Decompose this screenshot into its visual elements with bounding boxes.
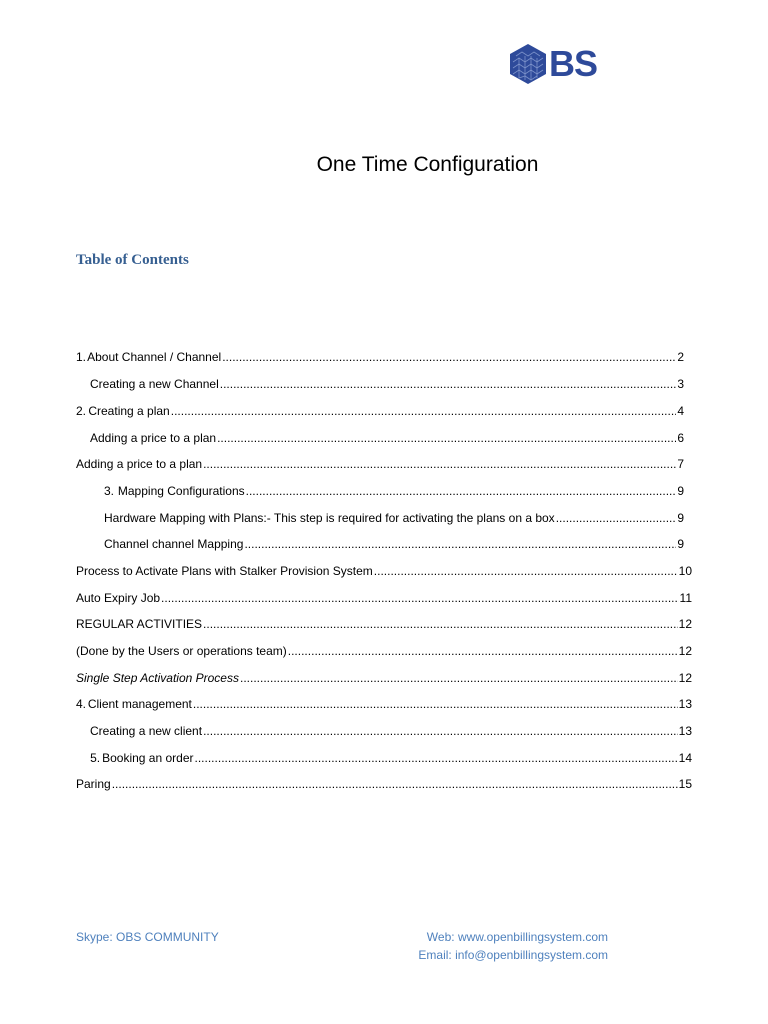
toc-entry-number: 1. — [76, 350, 87, 364]
toc-entry[interactable] — [90, 375, 684, 393]
toc-leader-dots — [556, 509, 677, 527]
toc-entry-label: About Channel / Channel — [87, 350, 222, 364]
toc-entry[interactable] — [104, 509, 684, 527]
email-link[interactable]: info@openbillingsystem.com — [455, 948, 608, 962]
toc-entry-label: Channel channel Mapping — [104, 537, 244, 551]
toc-entry-label: Adding a price to a plan — [90, 431, 217, 445]
toc-entry[interactable] — [104, 482, 684, 500]
skype-value: OBS COMMUNITY — [116, 930, 219, 944]
document-title: One Time Configuration — [316, 153, 539, 176]
toc-leader-dots — [220, 375, 677, 393]
toc-entry-page: 2 — [677, 350, 684, 364]
toc-entry-page: 12 — [678, 671, 692, 685]
toc-leader-dots — [246, 482, 677, 500]
toc-leader-dots — [203, 615, 678, 633]
toc-entry-page: 9 — [677, 537, 684, 551]
toc-entry[interactable] — [76, 642, 692, 660]
web-label: Web: — [426, 930, 455, 944]
toc-entry-label: Creating a new Channel — [90, 377, 219, 391]
toc-entry-page: 3 — [677, 377, 684, 391]
toc-leader-dots — [203, 722, 678, 740]
footer-skype — [76, 928, 219, 946]
toc-entry-label: Process to Activate Plans with Stalker Provision System — [76, 564, 373, 578]
toc-leader-dots — [195, 749, 678, 767]
toc-entry-page: 14 — [678, 751, 692, 765]
toc-entry-label: (Done by the Users or operations team) — [76, 644, 287, 658]
hexagon-logo-icon — [508, 42, 548, 86]
toc-entry[interactable] — [76, 775, 692, 793]
toc-entry[interactable] — [76, 695, 692, 713]
toc-entry-label: REGULAR ACTIVITIES — [76, 617, 203, 631]
toc-leader-dots — [171, 402, 677, 420]
toc-entry-page: 13 — [678, 724, 692, 738]
toc-leader-dots — [240, 669, 678, 687]
toc-entry-number: 3. — [104, 484, 115, 498]
toc-entry-page: 13 — [678, 697, 692, 711]
toc-entry[interactable] — [76, 455, 684, 473]
toc-leader-dots — [161, 589, 678, 607]
toc-leader-dots — [217, 429, 676, 447]
toc-leader-dots — [203, 455, 676, 473]
toc-heading: Table of Contents — [76, 252, 189, 268]
toc-entry[interactable] — [76, 402, 684, 420]
footer-contact — [392, 928, 608, 964]
toc-entry[interactable] — [90, 749, 692, 767]
toc-entry-label: Paring — [76, 777, 111, 791]
toc-entry-label: Hardware Mapping with Plans:- This step is required for activating the plans on a box — [104, 511, 555, 525]
toc-entry-label: Auto Expiry Job — [76, 591, 161, 605]
toc-entry-label: Booking an order — [102, 751, 194, 765]
toc-entry[interactable] — [76, 589, 692, 607]
toc-leader-dots — [288, 642, 678, 660]
footer-email — [392, 946, 608, 964]
skype-label: Skype: — [76, 930, 113, 944]
toc-entry-page: 11 — [679, 591, 692, 605]
web-link[interactable]: www.openbillingsystem.com — [457, 930, 608, 944]
toc-entry-page: 12 — [678, 644, 692, 658]
toc-leader-dots — [222, 348, 676, 366]
logo-text: BS — [549, 43, 598, 84]
toc-entry-label: Mapping Configurations — [117, 484, 245, 498]
toc-entry-number: 2. — [76, 404, 87, 418]
toc-entry-page: 15 — [678, 777, 692, 791]
toc-entry-page: 6 — [677, 431, 684, 445]
toc-entry-number: 5. — [90, 751, 101, 765]
toc-entry-label: Adding a price to a plan — [76, 457, 203, 471]
toc-entry[interactable] — [76, 348, 684, 366]
toc-entry-label: Creating a new client — [90, 724, 203, 738]
email-label: Email: — [418, 948, 452, 962]
toc-entry-label: Creating a plan — [88, 404, 170, 418]
toc-entry-label: Client management — [87, 697, 192, 711]
toc-entry-page: 7 — [677, 457, 684, 471]
toc-leader-dots — [374, 562, 678, 580]
toc-leader-dots — [244, 535, 676, 553]
toc-entry[interactable] — [76, 562, 692, 580]
toc-entry-number: 4. — [76, 697, 87, 711]
toc-leader-dots — [112, 775, 678, 793]
toc-entry-page: 4 — [677, 404, 684, 418]
footer-web — [392, 928, 608, 946]
toc-entry-page: 10 — [678, 564, 692, 578]
toc-entry-page: 9 — [677, 484, 684, 498]
toc-entry[interactable] — [90, 722, 692, 740]
toc-entry[interactable] — [76, 615, 692, 633]
toc-entry-label: Single Step Activation Process — [76, 671, 239, 685]
toc-entry-page: 12 — [678, 617, 692, 631]
toc-entry[interactable] — [76, 669, 692, 687]
toc-entry[interactable] — [90, 429, 684, 447]
obs-logo — [508, 42, 597, 86]
toc-entry[interactable] — [104, 535, 684, 553]
toc-entry-page: 9 — [677, 511, 684, 525]
toc-leader-dots — [193, 695, 678, 713]
